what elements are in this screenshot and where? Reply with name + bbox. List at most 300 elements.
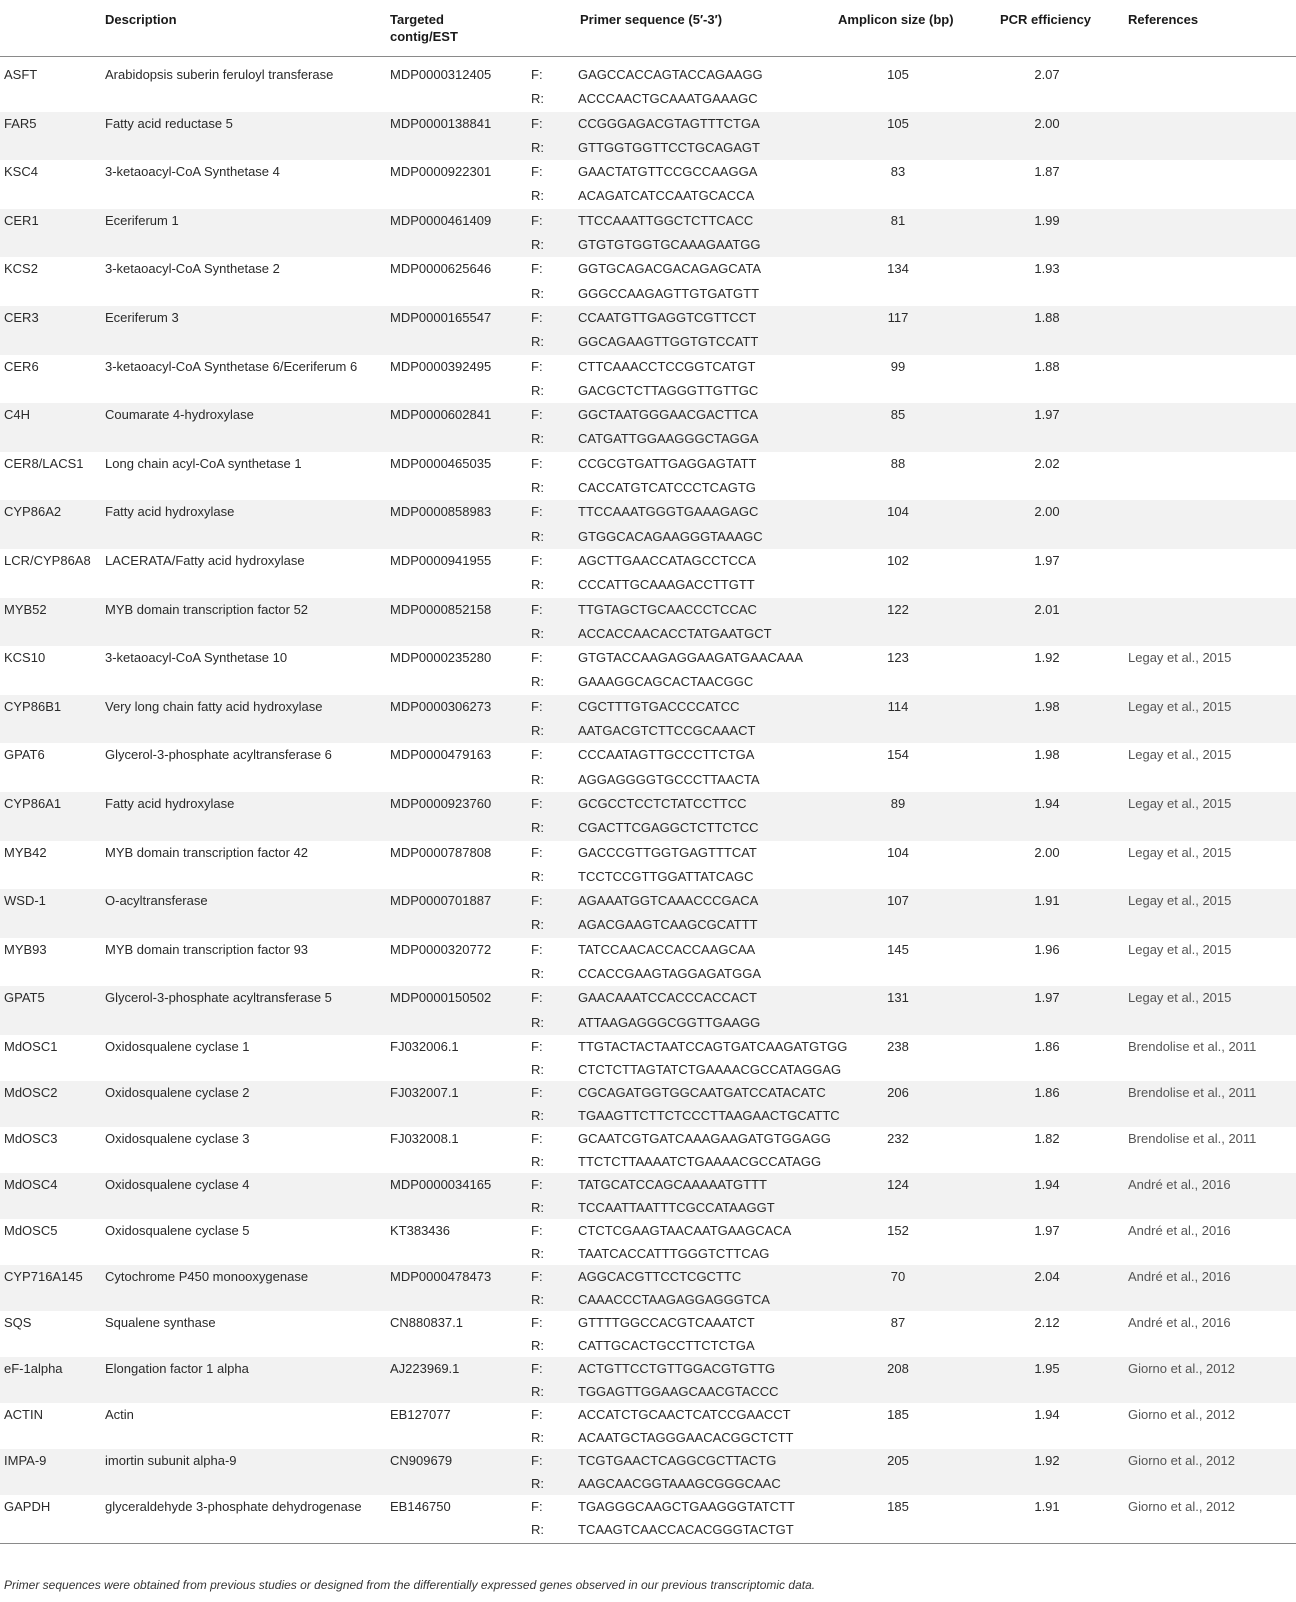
pcr-efficiency: 2.00	[1034, 844, 1060, 860]
amplicon-size: 89	[890, 796, 906, 811]
reverse-label: R:	[531, 625, 544, 641]
contig-cell: FJ032008.1	[390, 1131, 459, 1146]
description-cell: Squalene synthase	[105, 1315, 216, 1330]
contig-cell: FJ032007.1	[390, 1085, 459, 1100]
table-row	[0, 403, 1296, 452]
amplicon-size: 232	[887, 1131, 909, 1146]
pcr-efficiency: 1.98	[1034, 698, 1060, 714]
forward-label: F:	[531, 164, 543, 180]
reverse-primer: TCAAGTCAACCACACGGGTACTGT	[578, 1522, 794, 1537]
gene-cell: KSC4	[4, 164, 38, 180]
gene-cell: CER8/LACS1	[4, 455, 84, 471]
pcr-efficiency: 1.88	[1034, 358, 1060, 374]
forward-primer: TTGTAGCTGCAACCCTCCAC	[578, 601, 757, 617]
gene-cell: CER1	[4, 212, 39, 228]
description-cell: glyceraldehyde 3-phosphate dehydrogenase	[105, 1499, 362, 1514]
table-row	[0, 743, 1296, 792]
gene-cell: GPAT6	[4, 747, 45, 763]
gene-cell: MdOSC1	[4, 1039, 58, 1054]
forward-primer: CCAATGTTGAGGTCGTTCCT	[578, 310, 757, 325]
pcr-efficiency: 2.00	[1034, 115, 1060, 131]
contig-cell: MDP0000941955	[390, 553, 492, 568]
reference-cell: Legay et al., 2015	[1128, 650, 1232, 666]
pcr-efficiency: 1.95	[1034, 1361, 1060, 1376]
reverse-label: R:	[531, 1430, 544, 1445]
contig-cell: MDP0000392495	[390, 358, 492, 374]
forward-primer: TTGTACTACTAATCCAGTGATCAAGATGTGG	[578, 1039, 848, 1054]
amplicon-size: 134	[887, 261, 909, 277]
description-cell: O-acyltransferase	[105, 893, 208, 909]
contig-cell: MDP0000479163	[390, 747, 492, 763]
table-row	[0, 209, 1296, 258]
reverse-primer: CAAACCCTAAGAGGAGGGTCA	[578, 1292, 770, 1307]
contig-cell: MDP0000034165	[390, 1177, 492, 1192]
reverse-label: R:	[531, 577, 544, 593]
table-row	[0, 160, 1296, 209]
gene-cell: eF-1alpha	[4, 1361, 63, 1376]
description-cell: 3-ketaoacyl-CoA Synthetase 6/Eceriferum 6	[105, 358, 358, 374]
amplicon-size: 85	[890, 407, 906, 423]
table-row	[0, 1173, 1296, 1219]
contig-cell: FJ032006.1	[390, 1039, 459, 1054]
forward-label: F:	[531, 796, 543, 811]
reverse-primer: ACAATGCTAGGGAACACGGCTCTT	[578, 1430, 794, 1445]
contig-cell: MDP0000858983	[390, 504, 492, 520]
forward-label: F:	[531, 893, 543, 909]
amplicon-size: 99	[890, 358, 906, 374]
forward-primer: TTCCAAATGGGTGAAAGAGC	[578, 504, 759, 520]
header-description: Description	[105, 12, 177, 27]
reference-cell: Giorno et al., 2012	[1128, 1407, 1235, 1422]
forward-label: F:	[531, 1039, 543, 1054]
table-row	[0, 1081, 1296, 1127]
gene-cell: CYP716A145	[4, 1269, 83, 1284]
pcr-efficiency: 1.86	[1034, 1085, 1060, 1100]
reverse-primer: TTCTCTTAAAATCTGAAAACGCCATAGG	[578, 1154, 822, 1169]
pcr-efficiency: 1.93	[1034, 261, 1060, 277]
description-cell: Fatty acid hydroxylase	[105, 504, 235, 520]
description-cell: 3-ketaoacyl-CoA Synthetase 4	[105, 164, 280, 180]
reverse-primer: ACCCAACTGCAAATGAAAGC	[578, 91, 758, 107]
forward-label: F:	[531, 504, 543, 520]
forward-primer: GAACTATGTTCCGCCAAGGA	[578, 164, 758, 180]
gene-cell: CYP86A1	[4, 796, 62, 811]
reverse-label: R:	[531, 917, 544, 933]
table-row	[0, 1035, 1296, 1081]
description-cell: 3-ketaoacyl-CoA Synthetase 2	[105, 261, 280, 277]
forward-primer: CTTCAAACCTCCGGTCATGT	[578, 358, 756, 374]
description-cell: Cytochrome P450 monooxygenase	[105, 1269, 309, 1284]
gene-cell: ASFT	[4, 67, 38, 82]
amplicon-size: 124	[887, 1177, 909, 1192]
table-row	[0, 1403, 1296, 1449]
contig-cell: MDP0000465035	[390, 455, 492, 471]
table-footnote: Primer sequences were obtained from previous studies or designed from the differentially expressed genes observed in our previous transcriptomic data.	[4, 1578, 816, 1592]
table-row	[0, 452, 1296, 501]
contig-cell: MDP0000320772	[390, 941, 492, 957]
amplicon-size: 145	[887, 941, 909, 957]
forward-primer: AGAAATGGTCAAACCCGACA	[578, 893, 759, 909]
forward-label: F:	[531, 1085, 543, 1100]
table-row	[0, 112, 1296, 161]
table-row	[0, 889, 1296, 938]
pcr-efficiency: 1.91	[1034, 1499, 1060, 1514]
reverse-primer: AATGACGTCTTCCGCAAACT	[578, 723, 756, 739]
reverse-primer: GGCAGAAGTTGGTGTCCATT	[578, 334, 759, 350]
reverse-primer: TGGAGTTGGAAGCAACGTACCC	[578, 1384, 779, 1399]
reference-cell: André et al., 2016	[1128, 1223, 1231, 1238]
forward-label: F:	[531, 650, 543, 666]
table-row	[0, 1265, 1296, 1311]
gene-cell: KCS10	[4, 650, 46, 666]
pcr-efficiency: 1.92	[1034, 650, 1060, 666]
pcr-efficiency: 2.12	[1034, 1315, 1060, 1330]
reverse-primer: GACGCTCTTAGGGTTGTTGC	[578, 382, 759, 398]
table-row	[0, 1495, 1296, 1541]
forward-primer: TTCCAAATTGGCTCTTCACC	[578, 212, 754, 228]
reverse-label: R:	[531, 771, 544, 787]
forward-primer: TATCCAACACCACCAAGCAA	[578, 941, 756, 957]
description-cell: Fatty acid reductase 5	[105, 115, 233, 131]
forward-primer: GAACAAATCCACCCACCACT	[578, 990, 757, 1006]
table-row	[0, 695, 1296, 744]
reference-cell: Giorno et al., 2012	[1128, 1499, 1235, 1514]
forward-primer: CCCAATAGTTGCCCTTCTGA	[578, 747, 755, 763]
contig-cell: AJ223969.1	[390, 1361, 460, 1376]
gene-cell: GAPDH	[4, 1499, 51, 1514]
amplicon-size: 185	[887, 1499, 909, 1514]
reverse-label: R:	[531, 480, 544, 496]
table-row	[0, 1357, 1296, 1403]
reverse-primer: CATGATTGGAAGGGCTAGGA	[578, 431, 759, 447]
reverse-primer: CGACTTCGAGGCTCTTCTCC	[578, 820, 759, 836]
amplicon-size: 122	[887, 601, 909, 617]
amplicon-size: 104	[887, 504, 909, 520]
forward-primer: GACCCGTTGGTGAGTTTCAT	[578, 844, 757, 860]
reference-cell: Legay et al., 2015	[1128, 844, 1232, 860]
reverse-label: R:	[531, 674, 544, 690]
description-cell: Glycerol-3-phosphate acyltransferase 6	[105, 747, 332, 763]
forward-label: F:	[531, 1131, 543, 1146]
contig-cell: MDP0000138841	[390, 115, 492, 131]
reverse-label: R:	[531, 1154, 544, 1169]
header-references: References	[1128, 12, 1199, 27]
reverse-primer: TCCAATTAATTTCGCCATAAGGT	[578, 1200, 775, 1215]
forward-primer: AGCTTGAACCATAGCCTCCA	[578, 553, 756, 568]
amplicon-size: 70	[890, 1269, 906, 1284]
forward-primer: CTCTCGAAGTAACAATGAAGCACA	[578, 1223, 792, 1238]
pcr-efficiency: 1.91	[1034, 893, 1060, 909]
amplicon-size: 104	[887, 844, 909, 860]
reverse-label: R:	[531, 1108, 544, 1123]
pcr-efficiency: 1.97	[1034, 990, 1060, 1006]
reverse-label: R:	[531, 723, 544, 739]
gene-cell: MYB52	[4, 601, 47, 617]
forward-primer: CCGCGTGATTGAGGAGTATT	[578, 455, 757, 471]
table-header	[0, 0, 1296, 55]
amplicon-size: 105	[887, 115, 909, 131]
reverse-primer: CTCTCTTAGTATCTGAAAACGCCATAGGAG	[578, 1062, 842, 1077]
reverse-primer: CCCATTGCAAAGACCTTGTT	[578, 577, 755, 593]
reference-cell: André et al., 2016	[1128, 1269, 1231, 1284]
amplicon-size: 185	[887, 1407, 909, 1422]
forward-primer: TATGCATCCAGCAAAAATGTTT	[578, 1177, 767, 1192]
pcr-efficiency: 1.92	[1034, 1453, 1060, 1468]
forward-label: F:	[531, 1315, 543, 1330]
reverse-label: R:	[531, 1200, 544, 1215]
description-cell: MYB domain transcription factor 42	[105, 844, 309, 860]
description-cell: Eceriferum 3	[105, 310, 179, 325]
gene-cell: FAR5	[4, 115, 37, 131]
reference-cell: Legay et al., 2015	[1128, 698, 1232, 714]
reverse-label: R:	[531, 1384, 544, 1399]
reference-cell: Brendolise et al., 2011	[1128, 1039, 1257, 1054]
contig-cell: MDP0000923760	[390, 796, 492, 811]
forward-label: F:	[531, 1269, 543, 1284]
forward-primer: CCGGGAGACGTAGTTTCTGA	[578, 115, 760, 131]
reverse-label: R:	[531, 868, 544, 884]
reverse-primer: CACCATGTCATCCCTCAGTG	[578, 480, 756, 496]
forward-label: F:	[531, 844, 543, 860]
pcr-efficiency: 1.97	[1034, 407, 1060, 423]
gene-cell: MdOSC5	[4, 1223, 58, 1238]
pcr-efficiency: 2.02	[1034, 455, 1060, 471]
amplicon-size: 117	[887, 310, 909, 325]
forward-primer: CGCTTTGTGACCCCATCC	[578, 698, 740, 714]
description-cell: 3-ketaoacyl-CoA Synthetase 10	[105, 650, 288, 666]
contig-cell: MDP0000625646	[390, 261, 492, 277]
header-efficiency: PCR efficiency	[1000, 12, 1092, 27]
forward-label: F:	[531, 358, 543, 374]
pcr-efficiency: 1.82	[1034, 1131, 1060, 1146]
amplicon-size: 88	[890, 455, 906, 471]
table-row	[0, 598, 1296, 647]
reverse-primer: GGGCCAAGAGTTGTGATGTT	[578, 285, 760, 301]
gene-cell: ACTIN	[4, 1407, 43, 1422]
gene-cell: CYP86B1	[4, 698, 62, 714]
gene-cell: WSD-1	[4, 893, 46, 909]
reverse-primer: AGACGAAGTCAAGCGCATTT	[578, 917, 758, 933]
description-cell: Oxidosqualene cyclase 5	[105, 1223, 250, 1238]
reverse-primer: TGAAGTTCTTCTCCCTTAAGAACTGCATTC	[578, 1108, 840, 1123]
description-cell: Arabidopsis suberin feruloyl transferase	[105, 67, 334, 82]
table-row	[0, 1219, 1296, 1265]
amplicon-size: 81	[890, 212, 906, 228]
amplicon-size: 123	[887, 650, 909, 666]
table-row	[0, 500, 1296, 549]
amplicon-size: 206	[887, 1085, 909, 1100]
forward-primer: TGAGGGCAAGCTGAAGGGTATCTT	[578, 1499, 795, 1514]
description-cell: Long chain acyl-CoA synthetase 1	[105, 455, 302, 471]
reverse-label: R:	[531, 1014, 544, 1030]
reverse-label: R:	[531, 1246, 544, 1261]
reverse-label: R:	[531, 334, 544, 350]
reverse-label: R:	[531, 285, 544, 301]
pcr-efficiency: 1.97	[1034, 1223, 1060, 1238]
contig-cell: MDP0000701887	[390, 893, 492, 909]
table-row	[0, 792, 1296, 841]
table-row	[0, 938, 1296, 987]
header-primer: Primer sequence (5′-3′)	[580, 12, 723, 27]
description-cell: imortin subunit alpha-9	[105, 1453, 237, 1468]
table-row	[0, 257, 1296, 306]
reference-cell: André et al., 2016	[1128, 1315, 1231, 1330]
reverse-label: R:	[531, 382, 544, 398]
forward-primer: GTGTACCAAGAGGAAGATGAACAAA	[578, 650, 803, 666]
reference-cell: Legay et al., 2015	[1128, 747, 1232, 763]
pcr-efficiency: 1.99	[1034, 212, 1060, 228]
forward-label: F:	[531, 941, 543, 957]
contig-cell: EB127077	[390, 1407, 451, 1422]
amplicon-size: 131	[887, 990, 909, 1006]
amplicon-size: 152	[887, 1223, 909, 1238]
contig-cell: MDP0000852158	[390, 601, 492, 617]
amplicon-size: 208	[887, 1361, 909, 1376]
reverse-label: R:	[531, 966, 544, 982]
gene-cell: C4H	[4, 407, 31, 423]
forward-label: F:	[531, 115, 543, 131]
reverse-primer: ACAGATCATCCAATGCACCA	[578, 188, 755, 204]
gene-cell: MYB42	[4, 844, 47, 860]
reverse-primer: TCCTCCGTTGGATTATCAGC	[578, 868, 754, 884]
gene-cell: MdOSC2	[4, 1085, 58, 1100]
gene-cell: LCR/CYP86A8	[4, 553, 91, 568]
pcr-efficiency: 1.94	[1034, 1407, 1060, 1422]
forward-primer: TCGTGAACTCAGGCGCTTACTG	[578, 1453, 777, 1468]
reference-cell: Giorno et al., 2012	[1128, 1453, 1235, 1468]
description-cell: Oxidosqualene cyclase 2	[105, 1085, 250, 1100]
reverse-label: R:	[531, 431, 544, 447]
contig-cell: MDP0000478473	[390, 1269, 492, 1284]
table-row	[0, 646, 1296, 695]
reverse-primer: AGGAGGGGTGCCCTTAACTA	[578, 771, 760, 787]
description-cell: Very long chain fatty acid hydroxylase	[105, 698, 323, 714]
reverse-primer: GTGGCACAGAAGGGTAAAGC	[578, 528, 763, 544]
amplicon-size: 154	[887, 747, 909, 763]
description-cell: Elongation factor 1 alpha	[105, 1361, 249, 1376]
forward-label: F:	[531, 310, 543, 325]
pcr-efficiency: 1.94	[1034, 1177, 1060, 1192]
reverse-primer: AAGCAACGGTAAAGCGGGCAAC	[578, 1476, 781, 1491]
pcr-efficiency: 1.98	[1034, 747, 1060, 763]
reverse-label: R:	[531, 528, 544, 544]
gene-cell: CYP86A2	[4, 504, 62, 520]
forward-primer: ACCATCTGCAACTCATCCGAACCT	[578, 1407, 791, 1422]
description-cell: Oxidosqualene cyclase 3	[105, 1131, 250, 1146]
pcr-efficiency: 1.97	[1034, 553, 1060, 568]
reverse-primer: TAATCACCATTTGGGTCTTCAG	[578, 1246, 770, 1261]
reverse-primer: GTGTGTGGTGCAAAGAATGG	[578, 237, 761, 253]
contig-cell: CN909679	[390, 1453, 453, 1468]
contig-cell: MDP0000150502	[390, 990, 492, 1006]
table-row	[0, 63, 1296, 112]
pcr-efficiency: 1.94	[1034, 796, 1060, 811]
table-row	[0, 306, 1296, 355]
forward-label: F:	[531, 1407, 543, 1422]
contig-cell: KT383436	[390, 1223, 450, 1238]
forward-label: F:	[531, 698, 543, 714]
reverse-label: R:	[531, 1338, 544, 1353]
pcr-efficiency: 1.88	[1034, 310, 1060, 325]
forward-label: F:	[531, 1453, 543, 1468]
reverse-label: R:	[531, 237, 544, 253]
forward-label: F:	[531, 1499, 543, 1514]
table-row	[0, 1127, 1296, 1173]
reverse-primer: GAAAGGCAGCACTAACGGC	[578, 674, 754, 690]
reference-cell: Giorno et al., 2012	[1128, 1361, 1235, 1376]
pcr-efficiency: 2.01	[1034, 601, 1060, 617]
forward-label: F:	[531, 67, 543, 82]
contig-cell: MDP0000235280	[390, 650, 492, 666]
amplicon-size: 107	[887, 893, 909, 909]
forward-label: F:	[531, 1361, 543, 1376]
forward-primer: GAGCCACCAGTACCAGAAGG	[578, 67, 763, 82]
amplicon-size: 105	[887, 67, 909, 82]
forward-primer: GCGCCTCCTCTATCCTTCC	[578, 796, 747, 811]
reverse-label: R:	[531, 1476, 544, 1491]
reference-cell: Legay et al., 2015	[1128, 893, 1232, 909]
reference-cell: Legay et al., 2015	[1128, 990, 1232, 1006]
table-row	[0, 841, 1296, 890]
pcr-efficiency: 2.07	[1034, 67, 1060, 82]
reverse-label: R:	[531, 139, 544, 155]
forward-label: F:	[531, 261, 543, 277]
reverse-primer: CCACCGAAGTAGGAGATGGA	[578, 966, 761, 982]
amplicon-size: 102	[887, 553, 909, 568]
contig-cell: MDP0000922301	[390, 164, 492, 180]
header-amplicon: Amplicon size (bp)	[838, 12, 954, 27]
table-row	[0, 549, 1296, 598]
contig-cell: MDP0000787808	[390, 844, 492, 860]
forward-label: F:	[531, 455, 543, 471]
amplicon-size: 87	[890, 1315, 906, 1330]
forward-label: F:	[531, 1177, 543, 1192]
forward-primer: GTTTTGGCCACGTCAAATCT	[578, 1315, 755, 1330]
description-cell: Oxidosqualene cyclase 1	[105, 1039, 250, 1054]
gene-cell: CER6	[4, 358, 39, 374]
contig-cell: MDP0000312405	[390, 67, 492, 82]
amplicon-size: 83	[890, 164, 906, 180]
forward-label: F:	[531, 990, 543, 1006]
contig-cell: MDP0000461409	[390, 212, 492, 228]
pcr-efficiency: 1.86	[1034, 1039, 1060, 1054]
description-cell: Fatty acid hydroxylase	[105, 796, 235, 811]
forward-label: F:	[531, 601, 543, 617]
reference-cell: Legay et al., 2015	[1128, 941, 1232, 957]
reverse-primer: CATTGCACTGCCTTCTCTGA	[578, 1338, 755, 1353]
amplicon-size: 114	[887, 698, 909, 714]
amplicon-size: 238	[887, 1039, 909, 1054]
description-cell: LACERATA/Fatty acid hydroxylase	[105, 553, 305, 568]
reference-cell: Legay et al., 2015	[1128, 796, 1232, 811]
forward-label: F:	[531, 212, 543, 228]
description-cell: Glycerol-3-phosphate acyltransferase 5	[105, 990, 332, 1006]
reverse-primer: GTTGGTGGTTCCTGCAGAGT	[578, 139, 760, 155]
table-row	[0, 986, 1296, 1035]
gene-cell: MdOSC4	[4, 1177, 58, 1192]
reference-cell: Brendolise et al., 2011	[1128, 1131, 1257, 1146]
reverse-label: R:	[531, 820, 544, 836]
pcr-efficiency: 1.87	[1034, 164, 1060, 180]
description-cell: MYB domain transcription factor 52	[105, 601, 309, 617]
bottom-rule	[0, 1543, 1296, 1544]
forward-primer: ACTGTTCCTGTTGGACGTGTTG	[578, 1361, 776, 1376]
description-cell: Actin	[105, 1407, 134, 1422]
description-cell: MYB domain transcription factor 93	[105, 941, 309, 957]
gene-cell: GPAT5	[4, 990, 45, 1006]
forward-label: F:	[531, 553, 543, 568]
forward-primer: GGCTAATGGGAACGACTTCA	[578, 407, 759, 423]
